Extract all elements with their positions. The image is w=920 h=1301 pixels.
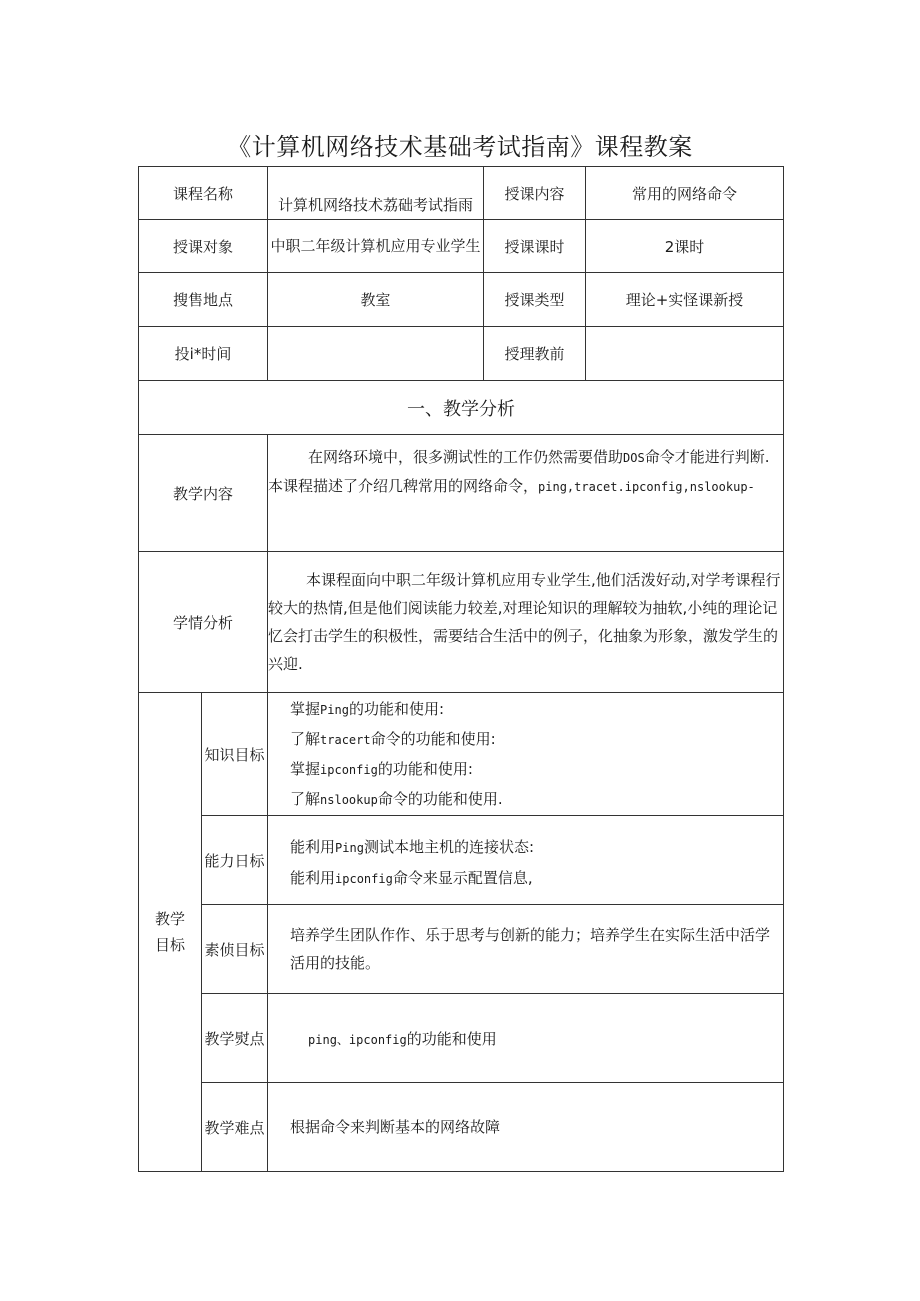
- key-point-label: 教学熨点: [202, 994, 268, 1083]
- quality-goal-label: 素侦目标: [202, 905, 268, 994]
- target-label: 授课对象: [139, 220, 268, 273]
- teaching-content-label: 教学内容: [139, 435, 268, 552]
- student-analysis-cell: [268, 552, 784, 693]
- list-item: 了解tracert命令的功能和使用:: [290, 730, 496, 748]
- row-teaching-content: [139, 435, 784, 552]
- row-difficulty: [139, 1083, 784, 1172]
- row-student-analysis: [139, 552, 784, 693]
- teaching-content-text: [268, 435, 784, 552]
- list-item: 能利用ipconfig命令来显示配置信息,: [290, 869, 533, 887]
- student-analysis-label: 学情分析: [139, 552, 268, 693]
- row-place: [139, 273, 784, 327]
- row-target: [139, 220, 784, 273]
- lesson-plan-table: [138, 166, 784, 1172]
- type-label: 授课类型: [484, 273, 586, 327]
- row-ability-goal: [139, 816, 784, 905]
- content-line1-end: 命令才能进行判断.: [644, 448, 770, 466]
- goals-label-text: 教学目标: [154, 910, 185, 954]
- list-item: 了解nslookup命令的功能和使用.: [290, 790, 503, 808]
- knowledge-goal-list: [268, 693, 784, 816]
- list-item: 掌握ipconfig的功能和使用:: [290, 760, 473, 778]
- student-analysis-text: 本课程面向中职二年级计算机应用专业学生,他们活泼好动,对学考课程行较大的热情,但是他们阅读能力较差,对理论知识的理解较为抽软,小纯的理论记忆会打击学生的积极性，需要结合生活中的例子，化抽象为形象，激发学生的兴迎.: [268, 571, 781, 673]
- content-line2: 本课程描述了介绍几稗常用的网络命令，: [268, 477, 539, 495]
- difficulty-text: 根据命令来判断基本的网络故障: [268, 1083, 784, 1172]
- content-line1: 在网络环境中，很多溯试性的工作仍然需要借助: [308, 448, 624, 466]
- goals-label: [139, 693, 202, 1172]
- page-title: 《计算机网络技术基础考试指南》课程教案: [227, 133, 693, 161]
- analysis-heading: 一、教学分析: [139, 381, 784, 435]
- knowledge-goal-label: 知识目标: [202, 693, 268, 816]
- row-analysis-heading: [139, 381, 784, 435]
- list-item: 掌握Ping的功能和使用:: [290, 700, 444, 718]
- place-label: 搜售地点: [139, 273, 268, 327]
- row-knowledge-goal: [139, 693, 784, 816]
- key-point-suffix: 的功能和使用: [406, 1029, 497, 1048]
- hours-value: 2课时: [586, 220, 784, 273]
- row-quality-goal: [139, 905, 784, 994]
- ability-goal-list: [268, 816, 784, 905]
- course-name-label: 课程名称: [139, 167, 268, 220]
- teacher-value: [586, 327, 784, 381]
- row-key-point: [139, 994, 784, 1083]
- content-label: 授课内容: [484, 167, 586, 220]
- difficulty-label: 教学难点: [202, 1083, 268, 1172]
- place-value: 教室: [268, 273, 484, 327]
- target-value: 中职二年级计算机应用专业学生: [268, 220, 484, 273]
- course-name-value: 计算机网络技术荔础考试指雨: [268, 167, 484, 220]
- content-line2-code: ping,tracet.ipconfig,nslookup-: [538, 480, 755, 494]
- time-label: 投i*时间: [139, 327, 268, 381]
- hours-label: 授课课时: [484, 220, 586, 273]
- type-value: 理论+实怪课新授: [586, 273, 784, 327]
- key-point-code: ping、ipconfig: [308, 1032, 407, 1047]
- row-time: [139, 327, 784, 381]
- row-course-name: [139, 167, 784, 220]
- teacher-label: 授理教前: [484, 327, 586, 381]
- ability-goal-label: 能力日标: [202, 816, 268, 905]
- quality-goal-text: 培养学生团队作作、乐于思考与创新的能力；培养学生在实际生活中活学活用的技能。: [268, 905, 784, 994]
- list-item: 能利用Ping测试本地主机的连接状态:: [290, 838, 534, 856]
- key-point-text: [268, 994, 784, 1083]
- content-line1-code: DOS: [623, 451, 645, 465]
- content-value: 常用的网络命令: [586, 167, 784, 220]
- time-value: [268, 327, 484, 381]
